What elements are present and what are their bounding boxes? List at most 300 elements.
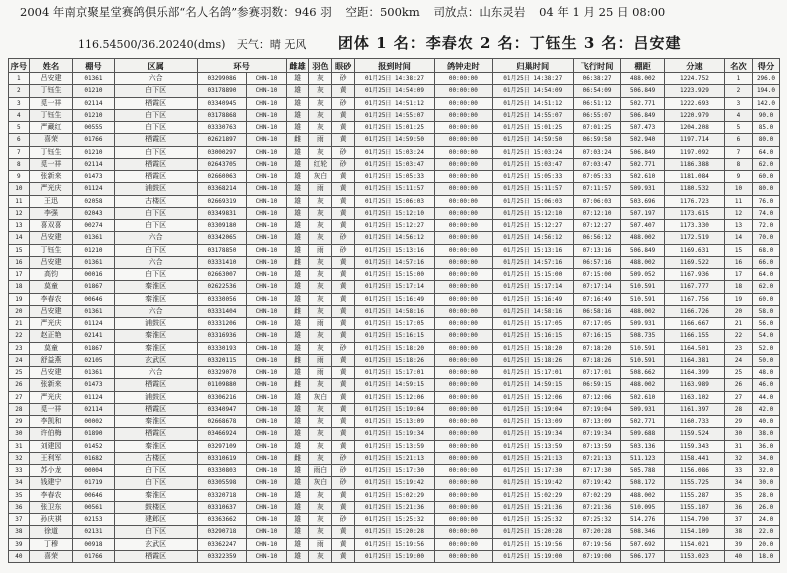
cell-homing-time: 01月25日 15:19:56: [492, 538, 573, 550]
cell-ring-prefix: CHN-10: [247, 538, 286, 550]
table-row: [9, 293, 780, 305]
cell-ring-prefix: CHN-10: [247, 440, 286, 452]
cell-score: 36.0: [752, 440, 779, 452]
cell-ring-number: 02643705: [197, 158, 247, 170]
cell-index: 30: [9, 428, 30, 440]
cell-rank: 19: [724, 293, 752, 305]
cell-index: 10: [9, 183, 30, 195]
table-row: [9, 134, 780, 146]
cell-sex: 雄: [286, 244, 309, 256]
cell-sex: 雄: [286, 330, 309, 342]
cell-sex: 雄: [286, 538, 309, 550]
table-row: [9, 183, 780, 195]
cell-distance: 509.931: [621, 318, 665, 330]
cell-score: 62.0: [752, 281, 779, 293]
cell-ring-number: 03000297: [197, 146, 247, 158]
cell-ring-prefix: CHN-10: [247, 391, 286, 403]
cell-district: 六合: [114, 367, 197, 379]
cell-plumage: 灰: [309, 195, 332, 207]
cell-sex: 雄: [286, 146, 309, 158]
cell-index: 28: [9, 403, 30, 415]
table-row: [9, 452, 780, 464]
cell-eye-sand: 砂: [332, 232, 355, 244]
cell-district: 六合: [114, 73, 197, 85]
cell-clock-drift: 00:00:00: [434, 440, 492, 452]
cell-homing-time: 01月25日 15:13:59: [492, 440, 573, 452]
cell-speed: 1197.092: [664, 146, 724, 158]
cell-district: 六合: [114, 305, 197, 317]
cell-sex: 雄: [286, 465, 309, 477]
cell-loft-id: 01361: [73, 367, 114, 379]
cell-district: 白下区: [114, 109, 197, 121]
cell-ring-prefix: CHN-10: [247, 220, 286, 232]
cell-flight-time: 06:51:12: [573, 97, 621, 109]
table-row: [9, 403, 780, 415]
cell-loft-id: 02153: [73, 514, 114, 526]
cell-flight-time: 07:17:05: [573, 318, 621, 330]
cell-district: 栖霞区: [114, 403, 197, 415]
cell-flight-time: 07:12:27: [573, 220, 621, 232]
cell-speed: 1166.726: [664, 305, 724, 317]
cell-eye-sand: 黄: [332, 379, 355, 391]
cell-sex: 雄: [286, 403, 309, 415]
cell-arrival-time: 01月25日 15:03:47: [355, 158, 435, 170]
table-row: [9, 305, 780, 317]
cell-arrival-time: 01月25日 15:17:01: [355, 367, 435, 379]
cell-ring-number: 03316936: [197, 330, 247, 342]
cell-loft-id: 01473: [73, 171, 114, 183]
cell-sex: 雄: [286, 501, 309, 513]
cell-score: 64.0: [752, 146, 779, 158]
cell-district: 鼓楼区: [114, 501, 197, 513]
cell-arrival-time: 01月25日 15:13:16: [355, 244, 435, 256]
cell-homing-time: 01月25日 15:17:30: [492, 465, 573, 477]
cell-arrival-time: 01月25日 14:54:09: [355, 85, 435, 97]
cell-distance: 506.849: [621, 244, 665, 256]
cell-clock-drift: 00:00:00: [434, 550, 492, 562]
cell-sex: 雌: [286, 379, 309, 391]
cell-speed: 1222.693: [664, 97, 724, 109]
cell-flight-time: 07:06:03: [573, 195, 621, 207]
cell-index: 14: [9, 232, 30, 244]
cell-ring-number: 03310619: [197, 452, 247, 464]
cell-flight-time: 07:21:36: [573, 501, 621, 513]
cell-ring-prefix: CHN-10: [247, 73, 286, 85]
cell-speed: 1164.399: [664, 367, 724, 379]
cell-ring-number: 03362247: [197, 538, 247, 550]
cell-sex: 雄: [286, 318, 309, 330]
cell-owner-name: 吕安建: [29, 305, 73, 317]
cell-plumage: 灰: [309, 440, 332, 452]
cell-distance: 509.688: [621, 428, 665, 440]
cell-homing-time: 01月25日 15:21:36: [492, 501, 573, 513]
cell-score: 44.0: [752, 391, 779, 403]
cell-arrival-time: 01月25日 15:25:32: [355, 514, 435, 526]
cell-owner-name: 赵正艳: [29, 330, 73, 342]
cell-ring-number: 02660063: [197, 171, 247, 183]
cell-clock-drift: 00:00:00: [434, 379, 492, 391]
cell-loft-id: 01361: [73, 305, 114, 317]
cell-clock-drift: 00:00:00: [434, 256, 492, 268]
cell-index: 33: [9, 465, 30, 477]
cell-ring-prefix: CHN-10: [247, 195, 286, 207]
cell-distance: 514.276: [621, 514, 665, 526]
cell-distance: 506.177: [621, 550, 665, 562]
cell-index: 6: [9, 134, 30, 146]
cell-score: 54.0: [752, 330, 779, 342]
col-header: 名次: [724, 59, 752, 73]
cell-index: 39: [9, 538, 30, 550]
cell-homing-time: 01月25日 15:21:13: [492, 452, 573, 464]
cell-owner-name: 钱建宁: [29, 477, 73, 489]
col-header: 分速: [664, 59, 724, 73]
cell-homing-time: 01月25日 14:38:27: [492, 73, 573, 85]
cell-index: 21: [9, 318, 30, 330]
cell-sex: 雄: [286, 109, 309, 121]
table-row: [9, 269, 780, 281]
cell-index: 18: [9, 281, 30, 293]
cell-arrival-time: 01月25日 14:51:12: [355, 97, 435, 109]
cell-clock-drift: 00:00:00: [434, 305, 492, 317]
cell-speed: 1155.107: [664, 501, 724, 513]
cell-ring-prefix: CHN-10: [247, 183, 286, 195]
cell-index: 29: [9, 416, 30, 428]
cell-index: 38: [9, 526, 30, 538]
cell-eye-sand: 黄: [332, 183, 355, 195]
cell-eye-sand: 砂: [332, 465, 355, 477]
cell-ring-number: 02622536: [197, 281, 247, 293]
cell-eye-sand: 黄: [332, 318, 355, 330]
cell-clock-drift: 00:00:00: [434, 538, 492, 550]
cell-clock-drift: 00:00:00: [434, 207, 492, 219]
cell-owner-name: 孙庆祺: [29, 514, 73, 526]
cell-flight-time: 07:16:15: [573, 330, 621, 342]
cell-arrival-time: 01月25日 15:19:04: [355, 403, 435, 415]
cell-arrival-time: 01月25日 15:01:25: [355, 122, 435, 134]
cell-rank: 20: [724, 305, 752, 317]
cell-clock-drift: 00:00:00: [434, 403, 492, 415]
cell-ring-number: 03178850: [197, 244, 247, 256]
cell-plumage: 灰: [309, 416, 332, 428]
cell-ring-prefix: CHN-10: [247, 477, 286, 489]
cell-rank: 11: [724, 195, 752, 207]
cell-distance: 488.002: [621, 489, 665, 501]
cell-distance: 502.610: [621, 171, 665, 183]
cell-speed: 1153.023: [664, 550, 724, 562]
cell-clock-drift: 00:00:00: [434, 269, 492, 281]
cell-plumage: 雨白: [309, 465, 332, 477]
cell-sex: 雄: [286, 526, 309, 538]
cell-flight-time: 07:01:25: [573, 122, 621, 134]
cell-loft-id: 01890: [73, 428, 114, 440]
cell-score: 66.0: [752, 256, 779, 268]
cell-ring-prefix: CHN-10: [247, 97, 286, 109]
cell-eye-sand: 黄: [332, 330, 355, 342]
cell-flight-time: 06:56:12: [573, 232, 621, 244]
cell-ring-prefix: CHN-10: [247, 244, 286, 256]
cell-index: 1: [9, 73, 30, 85]
cell-sex: 雌: [286, 134, 309, 146]
col-header: 环号: [197, 59, 286, 73]
cell-plumage: 灰: [309, 514, 332, 526]
cell-homing-time: 01月25日 15:20:28: [492, 526, 573, 538]
cell-speed: 1154.790: [664, 514, 724, 526]
cell-rank: 23: [724, 342, 752, 354]
cell-ring-number: 03329070: [197, 367, 247, 379]
cell-score: 74.0: [752, 207, 779, 219]
cell-arrival-time: 01月25日 15:19:00: [355, 550, 435, 562]
cell-rank: 3: [724, 97, 752, 109]
cell-speed: 1166.667: [664, 318, 724, 330]
cell-clock-drift: 00:00:00: [434, 85, 492, 97]
cell-ring-number: 03363662: [197, 514, 247, 526]
cell-index: 19: [9, 293, 30, 305]
cell-score: 56.0: [752, 318, 779, 330]
col-header: 棚距: [621, 59, 665, 73]
cell-flight-time: 07:20:28: [573, 526, 621, 538]
cell-loft-id: 02105: [73, 354, 114, 366]
cell-clock-drift: 00:00:00: [434, 330, 492, 342]
cell-arrival-time: 01月25日 14:59:50: [355, 134, 435, 146]
cell-score: 80.0: [752, 183, 779, 195]
cell-loft-id: 01867: [73, 342, 114, 354]
cell-plumage: 灰白: [309, 477, 332, 489]
table-row: [9, 416, 780, 428]
release-point: 司放点：山东灵岩: [433, 5, 526, 19]
cell-loft-id: 00016: [73, 269, 114, 281]
cell-ring-number: 03320115: [197, 354, 247, 366]
cell-loft-id: 02043: [73, 207, 114, 219]
cell-rank: 27: [724, 391, 752, 403]
cell-ring-number: 03368214: [197, 183, 247, 195]
cell-owner-name: 高钧: [29, 269, 73, 281]
col-header: 雌雄: [286, 59, 309, 73]
cell-sex: 雄: [286, 342, 309, 354]
cell-district: 栖霞区: [114, 134, 197, 146]
cell-ring-number: 03320718: [197, 489, 247, 501]
cell-homing-time: 01月25日 15:17:05: [492, 318, 573, 330]
cell-distance: 510.095: [621, 501, 665, 513]
cell-ring-prefix: CHN-10: [247, 122, 286, 134]
cell-rank: 30: [724, 428, 752, 440]
cell-flight-time: 07:17:30: [573, 465, 621, 477]
cell-owner-name: 苏小龙: [29, 465, 73, 477]
cell-eye-sand: 砂: [332, 514, 355, 526]
cell-index: 4: [9, 109, 30, 121]
cell-homing-time: 01月25日 15:19:42: [492, 477, 573, 489]
cell-ring-number: 03331410: [197, 256, 247, 268]
cell-arrival-time: 01月25日 15:15:00: [355, 269, 435, 281]
cell-plumage: 灰: [309, 293, 332, 305]
cell-sex: 雄: [286, 171, 309, 183]
cell-clock-drift: 00:00:00: [434, 416, 492, 428]
cell-owner-name: 吕安建: [29, 73, 73, 85]
table-row: [9, 158, 780, 170]
cell-distance: 502.940: [621, 134, 665, 146]
cell-district: 古楼区: [114, 195, 197, 207]
cell-speed: 1159.524: [664, 428, 724, 440]
cell-district: 白下区: [114, 465, 197, 477]
cell-flight-time: 07:19:56: [573, 538, 621, 550]
cell-score: 296.0: [752, 73, 779, 85]
cell-clock-drift: 00:00:00: [434, 73, 492, 85]
cell-flight-time: 07:03:24: [573, 146, 621, 158]
cell-loft-id: 01210: [73, 85, 114, 97]
table-row: [9, 207, 780, 219]
cell-loft-id: 01361: [73, 256, 114, 268]
cell-loft-id: 00646: [73, 489, 114, 501]
cell-owner-name: 丁钰生: [29, 146, 73, 158]
cell-ring-number: 01109880: [197, 379, 247, 391]
cell-district: 栖霞区: [114, 428, 197, 440]
table-row: [9, 232, 780, 244]
cell-district: 白下区: [114, 244, 197, 256]
cell-distance: 488.002: [621, 305, 665, 317]
cell-flight-time: 07:19:00: [573, 550, 621, 562]
cell-owner-name: 许伯梅: [29, 428, 73, 440]
cell-clock-drift: 00:00:00: [434, 318, 492, 330]
cell-arrival-time: 01月25日 15:18:20: [355, 342, 435, 354]
cell-owner-name: 觅一祥: [29, 97, 73, 109]
cell-distance: 507.407: [621, 220, 665, 232]
cell-plumage: 灰: [309, 428, 332, 440]
cell-district: 白下区: [114, 269, 197, 281]
cell-distance: 502.610: [621, 391, 665, 403]
cell-rank: 16: [724, 256, 752, 268]
cell-score: 85.0: [752, 122, 779, 134]
col-header: 羽色: [309, 59, 332, 73]
cell-homing-time: 01月25日 14:59:50: [492, 134, 573, 146]
cell-homing-time: 01月25日 15:13:16: [492, 244, 573, 256]
cell-owner-name: 张卫东: [29, 501, 73, 513]
cell-owner-name: 王利军: [29, 452, 73, 464]
cell-sex: 雄: [286, 97, 309, 109]
cell-arrival-time: 01月25日 15:02:29: [355, 489, 435, 501]
cell-flight-time: 07:25:32: [573, 514, 621, 526]
cell-speed: 1167.936: [664, 269, 724, 281]
cell-eye-sand: 黄: [332, 354, 355, 366]
cell-flight-time: 07:13:09: [573, 416, 621, 428]
cell-rank: 7: [724, 146, 752, 158]
cell-owner-name: 吕安建: [29, 256, 73, 268]
table-row: [9, 538, 780, 550]
cell-speed: 1158.441: [664, 452, 724, 464]
cell-clock-drift: 00:00:00: [434, 122, 492, 134]
cell-sex: 雄: [286, 477, 309, 489]
cell-flight-time: 07:19:42: [573, 477, 621, 489]
cell-score: 40.0: [752, 416, 779, 428]
cell-eye-sand: 黄: [332, 171, 355, 183]
cell-ring-number: 03299086: [197, 73, 247, 85]
cell-clock-drift: 00:00:00: [434, 183, 492, 195]
cell-ring-number: 03330803: [197, 465, 247, 477]
weather-info: 天气：晴 无风: [236, 38, 307, 51]
cell-rank: 15: [724, 244, 752, 256]
cell-rank: 12: [724, 207, 752, 219]
cell-sex: 雄: [286, 489, 309, 501]
cell-owner-name: 严光庆: [29, 318, 73, 330]
cell-ring-number: 03309180: [197, 220, 247, 232]
cell-score: 76.0: [752, 195, 779, 207]
cell-sex: 雄: [286, 514, 309, 526]
cell-eye-sand: 黄: [332, 526, 355, 538]
cell-speed: 1161.397: [664, 403, 724, 415]
cell-owner-name: 张新来: [29, 379, 73, 391]
cell-eye-sand: 黄: [332, 207, 355, 219]
cell-arrival-time: 01月25日 14:38:27: [355, 73, 435, 85]
cell-rank: 31: [724, 440, 752, 452]
cell-ring-prefix: CHN-10: [247, 134, 286, 146]
cell-ring-prefix: CHN-10: [247, 342, 286, 354]
cell-score: 34.0: [752, 452, 779, 464]
cell-rank: 24: [724, 354, 752, 366]
cell-sex: 雌: [286, 256, 309, 268]
cell-eye-sand: 黄: [332, 305, 355, 317]
cell-distance: 510.591: [621, 342, 665, 354]
cell-speed: 1163.989: [664, 379, 724, 391]
cell-index: 24: [9, 354, 30, 366]
cell-homing-time: 01月25日 15:13:09: [492, 416, 573, 428]
cell-district: 秦淮区: [114, 330, 197, 342]
cell-clock-drift: 00:00:00: [434, 293, 492, 305]
cell-eye-sand: 砂: [332, 342, 355, 354]
table-row: [9, 428, 780, 440]
cell-distance: 506.849: [621, 85, 665, 97]
col-header: 报到时间: [355, 59, 435, 73]
cell-distance: 507.692: [621, 538, 665, 550]
cell-plumage: 雨: [309, 244, 332, 256]
cell-homing-time: 01月25日 15:11:57: [492, 183, 573, 195]
cell-ring-prefix: CHN-10: [247, 207, 286, 219]
table-row: [9, 550, 780, 562]
cell-homing-time: 01月25日 14:56:12: [492, 232, 573, 244]
cell-arrival-time: 01月25日 15:18:26: [355, 354, 435, 366]
cell-owner-name: 李强: [29, 207, 73, 219]
cell-homing-time: 01月25日 15:25:32: [492, 514, 573, 526]
cell-score: 68.0: [752, 244, 779, 256]
cell-eye-sand: 砂: [332, 97, 355, 109]
cell-arrival-time: 01月25日 15:03:24: [355, 146, 435, 158]
cell-score: 60.0: [752, 293, 779, 305]
cell-score: 24.0: [752, 514, 779, 526]
cell-speed: 1167.756: [664, 293, 724, 305]
cell-sex: 雄: [286, 293, 309, 305]
cell-flight-time: 07:03:47: [573, 158, 621, 170]
table-row: [9, 526, 780, 538]
cell-district: 栖霞区: [114, 550, 197, 562]
cell-index: 5: [9, 122, 30, 134]
cell-rank: 13: [724, 220, 752, 232]
cell-district: 白下区: [114, 477, 197, 489]
col-header: 棚号: [73, 59, 114, 73]
cell-ring-prefix: CHN-10: [247, 109, 286, 121]
cell-flight-time: 07:02:29: [573, 489, 621, 501]
cell-speed: 1159.343: [664, 440, 724, 452]
cell-ring-number: 03330763: [197, 122, 247, 134]
cell-eye-sand: 黄: [332, 403, 355, 415]
cell-eye-sand: 黄: [332, 85, 355, 97]
cell-ring-number: 03322359: [197, 550, 247, 562]
cell-homing-time: 01月25日 15:16:49: [492, 293, 573, 305]
cell-homing-time: 01月25日 15:12:06: [492, 391, 573, 403]
cell-ring-number: 03330056: [197, 293, 247, 305]
cell-loft-id: 01452: [73, 440, 114, 452]
cell-sex: 雄: [286, 73, 309, 85]
table-row: [9, 367, 780, 379]
cell-homing-time: 01月25日 14:57:16: [492, 256, 573, 268]
cell-distance: 506.849: [621, 146, 665, 158]
cell-ring-number: 03466924: [197, 428, 247, 440]
